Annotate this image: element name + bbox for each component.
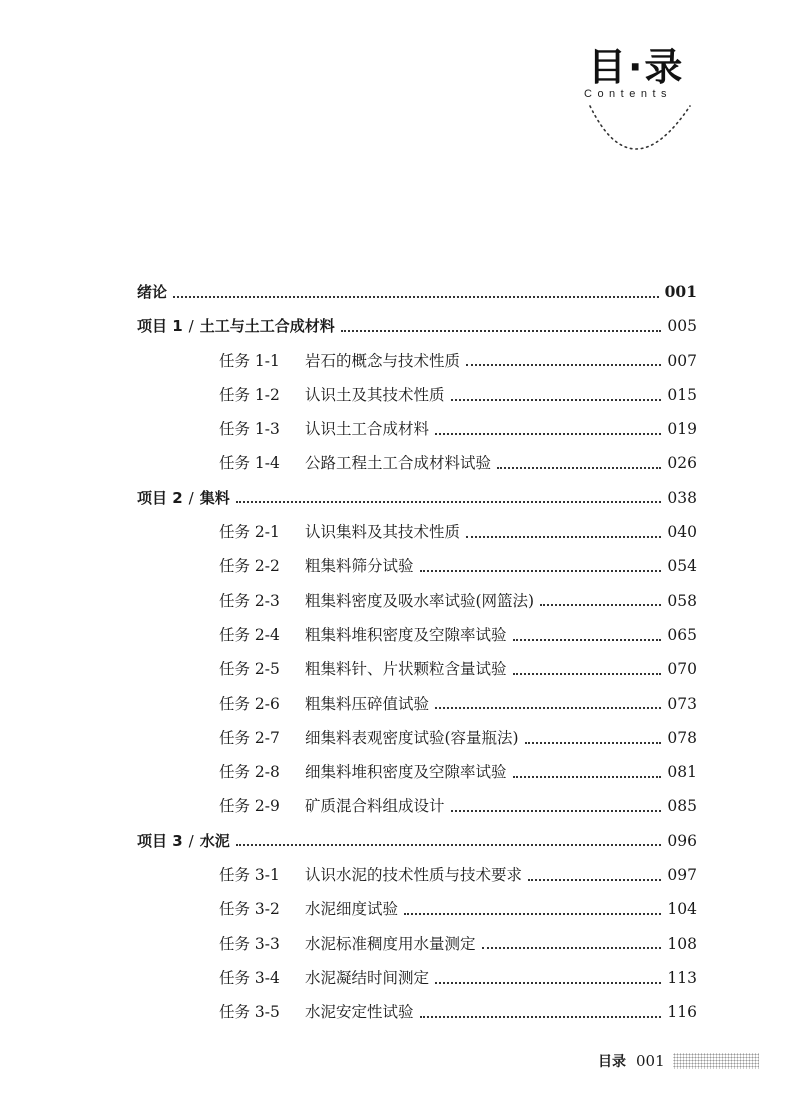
toc-entry-page: 015 (667, 385, 697, 404)
toc-entry-label (137, 824, 230, 858)
toc-entry-task[interactable] (137, 892, 697, 926)
toc-entry-page: 026 (667, 454, 697, 473)
toc-entry-task[interactable] (137, 927, 697, 961)
toc-entry-page: 040 (667, 523, 697, 542)
toc-leader-dots (466, 363, 661, 366)
toc-entry-task[interactable] (137, 378, 697, 412)
toc-entry-task[interactable] (137, 961, 697, 995)
toc-task-title: 岩石的概念与技术性质 (305, 351, 461, 370)
toc-entry-label (137, 481, 230, 515)
toc-task-title: 水泥凝结时间测定 (305, 968, 430, 987)
toc-task-number: 任务 2-6 (219, 694, 280, 713)
toc-entry-page: 058 (667, 591, 697, 610)
toc-entry-task[interactable] (137, 789, 697, 823)
toc-task-number: 任务 2-7 (219, 728, 280, 747)
toc-entry-label (219, 892, 398, 926)
toc-project-title: 集料 (199, 488, 230, 507)
toc-entry-task[interactable] (137, 584, 697, 618)
toc-task-title: 水泥安定性试验 (305, 1003, 414, 1022)
toc-leader-dots (540, 603, 661, 606)
toc-task-number: 任务 1-2 (219, 385, 280, 404)
toc-task-number: 任务 2-9 (219, 797, 280, 816)
toc-entry-label (219, 584, 534, 618)
footer-label: 目录 (598, 1054, 626, 1070)
toc-entry-page: 104 (667, 900, 697, 919)
toc-task-title: 认识水泥的技术性质与技术要求 (305, 866, 523, 885)
toc-entry-page: 001 (664, 282, 697, 301)
toc-leader-dots (466, 535, 661, 538)
toc-entry-title: 绪论 (137, 283, 168, 301)
toc-entry-project[interactable] (137, 481, 697, 515)
toc-entry-label (219, 412, 429, 446)
toc-entry-page: 070 (667, 660, 697, 679)
toc-leader-dots (341, 329, 662, 332)
toc-task-title: 水泥细度试验 (305, 900, 399, 919)
toc-task-number: 任务 2-8 (219, 763, 280, 782)
toc-leader-dots (451, 809, 662, 812)
toc-entry-task[interactable] (137, 618, 697, 652)
toc-leader-dots (435, 432, 661, 435)
toc-leader-dots (513, 638, 662, 641)
toc-entry-page: 007 (667, 351, 697, 370)
toc-entry-label (219, 344, 460, 378)
toc-task-number: 任务 1-4 (219, 454, 280, 473)
title-block (570, 32, 710, 152)
toc-leader-dots (173, 295, 659, 298)
toc-entry-page: 108 (667, 934, 697, 953)
toc-leader-dots (482, 946, 662, 949)
toc-entry-task[interactable] (137, 652, 697, 686)
toc-task-title: 粗集料密度及吸水率试验(网篮法) (305, 591, 535, 610)
toc-entry-page: 038 (667, 488, 697, 507)
toc-leader-dots (497, 466, 661, 469)
toc-entry-page: 054 (667, 557, 697, 576)
toc-leader-dots (236, 843, 662, 846)
toc-task-number: 任务 1-1 (219, 351, 280, 370)
toc-entry-page: 078 (667, 728, 697, 747)
toc-entry-label (137, 275, 167, 309)
toc-task-number: 任务 2-4 (219, 625, 280, 644)
toc-entry-label (219, 652, 507, 686)
toc-task-title: 粗集料压碎值试验 (305, 694, 430, 713)
toc-task-title: 认识集料及其技术性质 (305, 523, 461, 542)
toc-task-number: 任务 1-3 (219, 420, 280, 439)
toc-separator: / (188, 831, 194, 850)
toc-leader-dots (525, 741, 662, 744)
toc-entry-page: 097 (667, 866, 697, 885)
toc-entry-page: 081 (667, 763, 697, 782)
toc-entry-label (219, 515, 460, 549)
toc-task-number: 任务 2-2 (219, 557, 280, 576)
toc-task-title: 粗集料堆积密度及空隙率试验 (305, 625, 507, 644)
toc-leader-dots (420, 1015, 662, 1018)
toc-task-number: 任务 3-1 (219, 866, 280, 885)
toc-entry-task[interactable] (137, 412, 697, 446)
dotted-arc-ornament (582, 92, 697, 152)
toc-entry-task[interactable] (137, 721, 697, 755)
toc-entry-label (219, 618, 507, 652)
toc-task-number: 任务 3-3 (219, 934, 280, 953)
toc-entry-page: 019 (667, 420, 697, 439)
page-footer (598, 1052, 759, 1070)
toc-task-number: 任务 2-5 (219, 660, 280, 679)
page-subtitle: Contents (584, 88, 673, 100)
toc-entry-task[interactable] (137, 344, 697, 378)
toc-leader-dots (420, 569, 662, 572)
toc-leader-dots (435, 706, 661, 709)
toc-task-number: 任务 2-1 (219, 523, 280, 542)
toc-task-title: 粗集料针、片状颗粒含量试验 (305, 660, 507, 679)
toc-leader-dots (451, 398, 662, 401)
toc-task-title: 认识土及其技术性质 (305, 385, 445, 404)
toc-entry-task[interactable] (137, 515, 697, 549)
toc-task-title: 矿质混合料组成设计 (305, 797, 445, 816)
toc-task-title: 认识土工合成材料 (305, 420, 430, 439)
toc-entry-label (219, 378, 445, 412)
toc-entry-project[interactable] (137, 309, 697, 343)
toc-task-title: 粗集料筛分试验 (305, 557, 414, 576)
toc-entry-page: 005 (667, 317, 697, 336)
toc-separator: / (188, 488, 194, 507)
toc-entry-page: 073 (667, 694, 697, 713)
toc-leader-dots (236, 500, 662, 503)
toc-entry-task[interactable] (137, 755, 697, 789)
toc-project-title: 水泥 (199, 831, 230, 850)
toc-task-number: 任务 3-5 (219, 1003, 280, 1022)
toc-entry-label (137, 309, 335, 343)
toc-entry-page: 065 (667, 625, 697, 644)
table-of-contents (137, 275, 697, 1030)
toc-entry-project[interactable] (137, 824, 697, 858)
toc-entry-label (219, 789, 445, 823)
toc-leader-dots (528, 878, 661, 881)
toc-entry-page: 116 (667, 1003, 697, 1022)
toc-project-number: 项目 1 (137, 317, 183, 336)
footer-dot-pattern (673, 1053, 759, 1069)
toc-entry-task[interactable] (137, 446, 697, 480)
toc-entry-label (219, 927, 476, 961)
toc-entry-label (219, 549, 414, 583)
page-title: 目·录 (588, 45, 685, 89)
toc-entry-task[interactable] (137, 687, 697, 721)
toc-task-title: 水泥标准稠度用水量测定 (305, 934, 476, 953)
toc-entry-label (219, 995, 414, 1029)
toc-entry-page: 085 (667, 797, 697, 816)
toc-entry-task[interactable] (137, 549, 697, 583)
toc-task-number: 任务 3-2 (219, 900, 280, 919)
toc-project-title: 土工与土工合成材料 (199, 317, 335, 336)
toc-entry-label (219, 687, 429, 721)
toc-entry-label (219, 961, 429, 995)
toc-separator: / (188, 317, 194, 336)
toc-entry-label (219, 721, 519, 755)
toc-leader-dots (404, 912, 661, 915)
toc-task-title: 公路工程土工合成材料试验 (305, 454, 492, 473)
toc-leader-dots (435, 981, 661, 984)
toc-task-number: 任务 2-3 (219, 591, 280, 610)
toc-task-title: 细集料表观密度试验(容量瓶法) (305, 728, 519, 747)
toc-leader-dots (513, 672, 662, 675)
toc-entry-intro[interactable] (137, 275, 697, 309)
toc-project-number: 项目 2 (137, 488, 183, 507)
toc-entry-page: 113 (667, 968, 697, 987)
toc-task-title: 细集料堆积密度及空隙率试验 (305, 763, 507, 782)
toc-entry-task[interactable] (137, 995, 697, 1029)
toc-entry-label (219, 755, 507, 789)
toc-entry-label (219, 446, 491, 480)
footer-page-number: 001 (636, 1052, 665, 1070)
toc-project-number: 项目 3 (137, 831, 183, 850)
toc-entry-page: 096 (667, 831, 697, 850)
toc-task-number: 任务 3-4 (219, 968, 280, 987)
toc-entry-label (219, 858, 522, 892)
toc-leader-dots (513, 775, 662, 778)
toc-entry-task[interactable] (137, 858, 697, 892)
